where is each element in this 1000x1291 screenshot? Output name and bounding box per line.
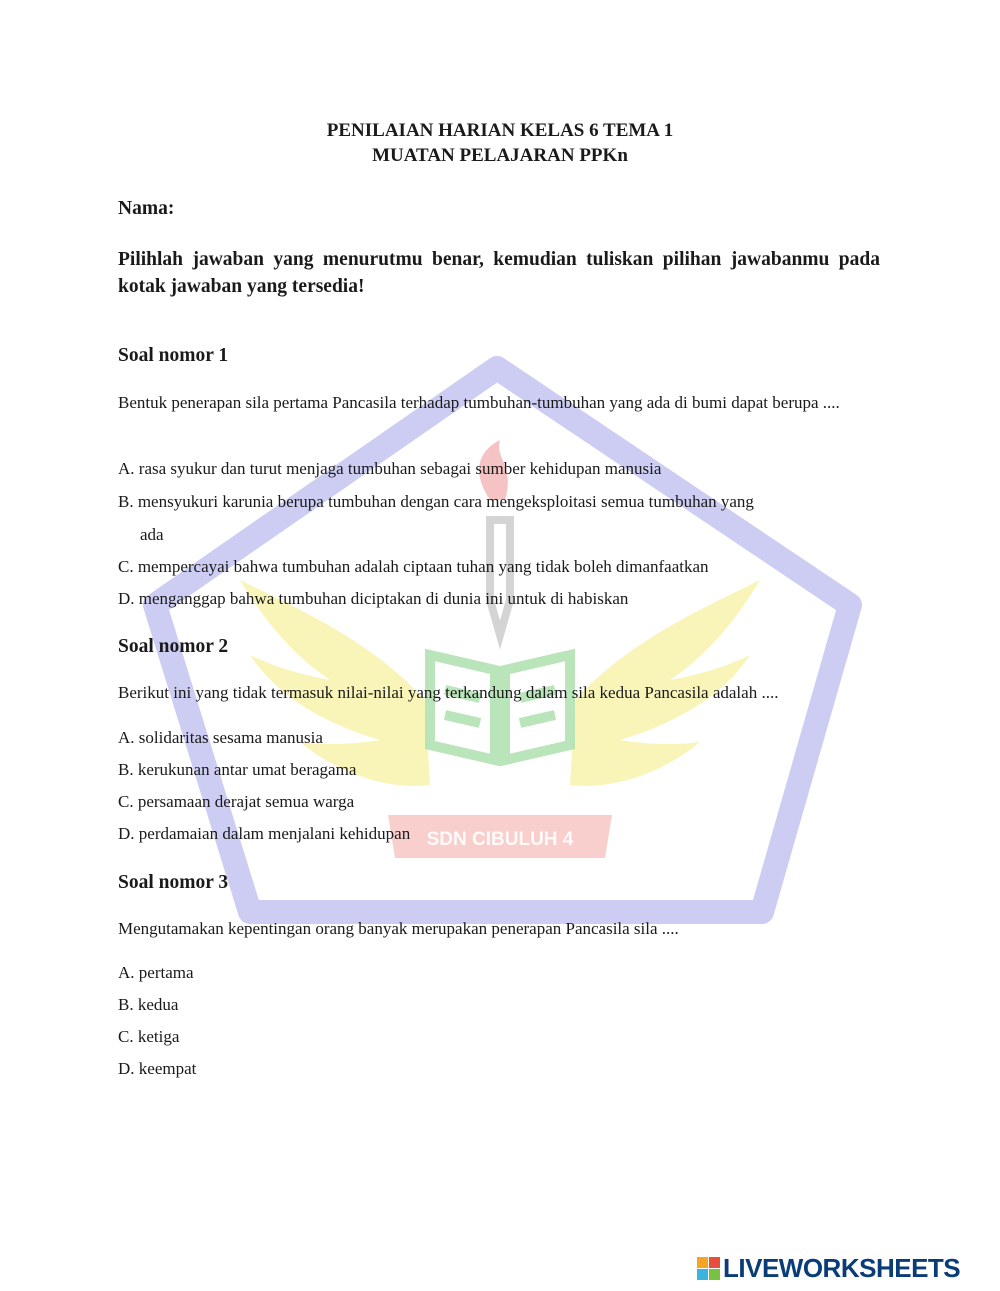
liveworksheets-footer[interactable]: [697, 1254, 960, 1282]
liveworksheets-brand: LIVEWORKSHEETS: [723, 1252, 961, 1283]
instruction-text: Pilihlah jawaban yang menurutmu benar, kemudian tuliskan pilihan jawabanmu pada kotak jawaban yang tersedia!: [118, 249, 880, 297]
question-3-option-a[interactable]: A. pertama: [118, 963, 194, 982]
question-3-option-d[interactable]: D. keempat: [118, 1059, 197, 1078]
question-2-option-a[interactable]: A. solidaritas sesama manusia: [118, 728, 323, 747]
question-2-title: Soal nomor 2: [118, 636, 229, 657]
question-3-option-b[interactable]: B. kedua: [118, 995, 179, 1014]
question-1-text: Bentuk penerapan sila pertama Pancasila terhadap tumbuhan-tumbuhan yang ada di bumi dapat berupa ....: [118, 393, 840, 412]
worksheet-subtitle: MUATAN PELAJARAN PPKn: [372, 145, 628, 166]
question-2-option-d[interactable]: D. perdamaian dalam menjalani kehidupan: [118, 824, 411, 843]
question-1-option-b-continuation: ada: [140, 525, 164, 544]
question-1-title: Soal nomor 1: [118, 345, 229, 366]
question-3-title: Soal nomor 3: [118, 872, 229, 893]
question-1-option-a[interactable]: A. rasa syukur dan turut menjaga tumbuhan sebagai sumber kehidupan manusia: [118, 459, 662, 478]
question-2-text: Berikut ini yang tidak termasuk nilai-nilai yang terkandung dalam sila kedua Pancasila adalah ....: [118, 683, 779, 702]
question-1-option-d[interactable]: D. menganggap bahwa tumbuhan diciptakan di dunia ini untuk di habiskan: [118, 589, 629, 608]
question-3-text: Mengutamakan kepentingan orang banyak merupakan penerapan Pancasila sila ....: [118, 919, 679, 938]
liveworksheets-logo-icon: [697, 1257, 720, 1280]
question-1-option-c[interactable]: C. mempercayai bahwa tumbuhan adalah ciptaan tuhan yang tidak boleh dimanfaatkan: [118, 557, 709, 576]
worksheet-title: PENILAIAN HARIAN KELAS 6 TEMA 1: [326, 120, 674, 141]
question-2-option-b[interactable]: B. kerukunan antar umat beragama: [118, 760, 357, 779]
name-label: Nama:: [118, 198, 175, 219]
question-3-option-c[interactable]: C. ketiga: [118, 1027, 180, 1046]
watermark-school-name: SDN CIBULUH 4: [426, 829, 574, 850]
question-1-option-b[interactable]: B. mensyukuri karunia berupa tumbuhan dengan cara mengeksploitasi semua tumbuhan yang: [118, 492, 754, 511]
question-2-option-c[interactable]: C. persamaan derajat semua warga: [118, 792, 355, 811]
